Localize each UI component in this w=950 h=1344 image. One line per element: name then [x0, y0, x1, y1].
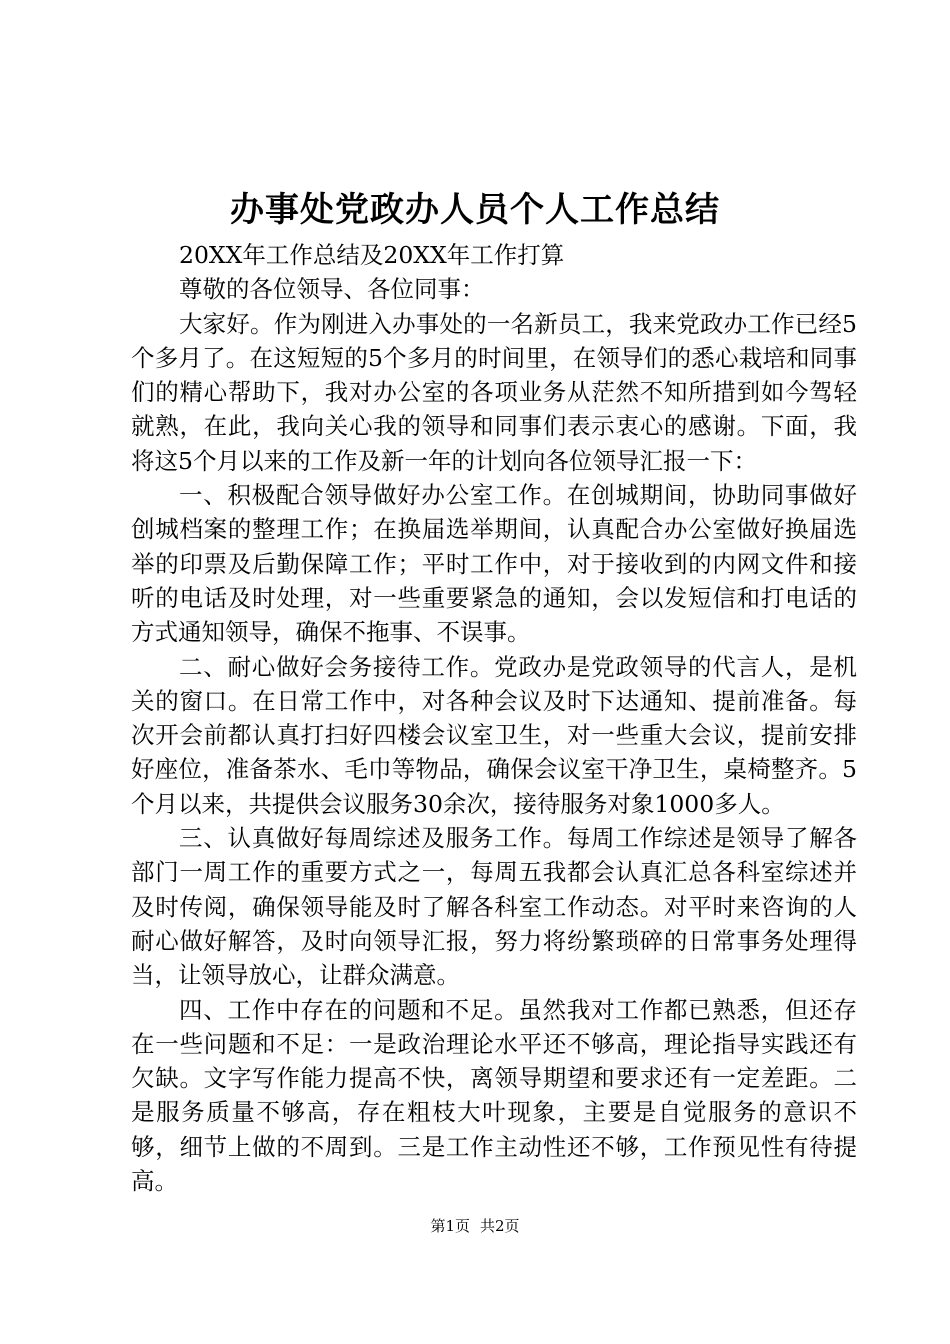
paragraph-section-1: 一、积极配合领导做好办公室工作。在创城期间，协助同事做好创城档案的整理工作；在换届选举期间，认真配合办公室做好换届选举的印票及后勤保障工作；平时工作中，对于接收到的内网文件和接听的电话及时处理，对一些重要紧急的通知，会以发短信和打电话的方式通知领导，确保不拖事、不误事。 [131, 481, 857, 647]
page-footer [0, 1216, 950, 1236]
paragraph-intro: 大家好。作为刚进入办事处的一名新员工，我来党政办工作已经5个多月了。在这短短的5个多月的时间里，在领导们的悉心栽培和同事们的精心帮助下，我对办公室的各项业务从茫然不知所措到如今驾轻就熟，在此，我向关心我的领导和同事们表示衷心的感谢。下面，我将这5个月以来的工作及新一年的计划向各位领导汇报一下： [131, 309, 857, 475]
document-title: 办事处党政办人员个人工作总结 [230, 190, 720, 230]
paragraph-section-3: 三、认真做好每周综述及服务工作。每周工作综述是领导了解各部门一周工作的重要方式之一，每周五我都会认真汇总各科室综述并及时传阅，确保领导能及时了解各科室工作动态。对平时来咨询的人耐心做好解答，及时向领导汇报，努力将纷繁琐碎的日常事务处理得当，让领导放心，让群众满意。 [131, 824, 857, 990]
paragraph-salutation: 尊敬的各位领导、各位同事： [179, 275, 485, 304]
page-total: 共2页 [480, 1217, 520, 1235]
paragraph-section-2: 二、耐心做好会务接待工作。党政办是党政领导的代言人，是机关的窗口。在日常工作中，对各种会议及时下达通知、提前准备。每次开会前都认真打扫好四楼会议室卫生，对一些重大会议，提前安排好座位，准备茶水、毛巾等物品，确保会议室干净卫生，桌椅整齐。5个月以来，共提供会议服务30余次，接待服务对象1000多人。 [131, 652, 857, 818]
page-number: 第1页 [430, 1217, 470, 1235]
paragraph-section-4: 四、工作中存在的问题和不足。虽然我对工作都已熟悉，但还存在一些问题和不足：一是政治理论水平还不够高，理论指导实践还有欠缺。文字写作能力提高不快，离领导期望和要求还有一定差距。二是服务质量不够高，存在粗枝大叶现象，主要是自觉服务的意识不够，细节上做的不周到。三是工作主动性还不够，工作预见性有待提高。 [131, 995, 857, 1196]
paragraph-subtitle: 20XX年工作总结及20XX年工作打算 [179, 241, 565, 269]
document-body [131, 238, 857, 1198]
